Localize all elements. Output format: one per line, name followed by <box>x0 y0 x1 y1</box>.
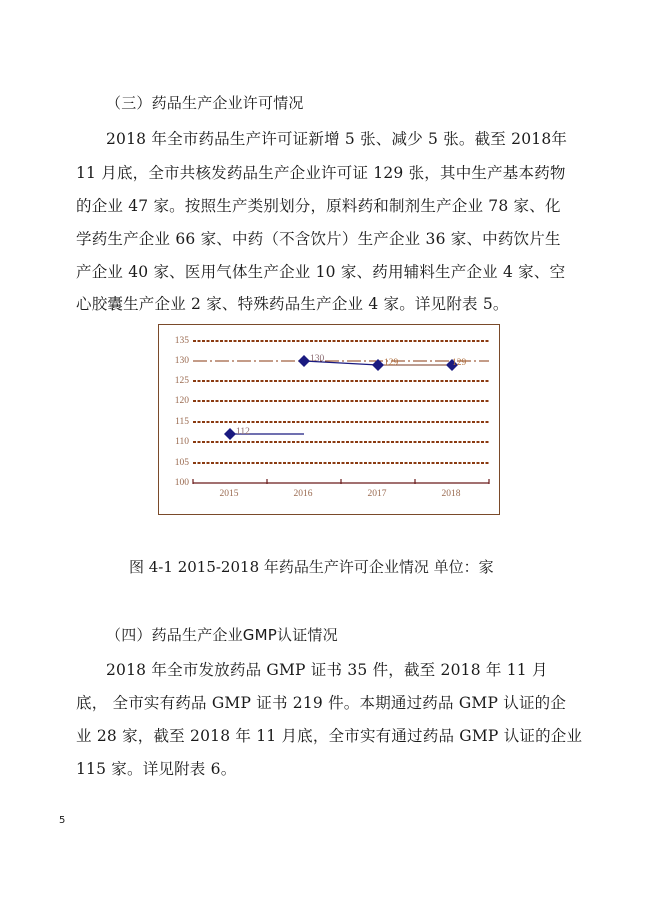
y-tick-label: 125 <box>174 376 189 386</box>
paragraph-line: 学药生产企业 66 家、中药（不含饮片）生产企业 36 家、中药饮片生 <box>76 230 561 248</box>
y-tick-label: 105 <box>174 458 189 468</box>
paragraph-line: 11 月底，全市共核发药品生产企业许可证 129 张，其中生产基本药物 <box>76 164 566 182</box>
y-tick-label: 135 <box>174 336 189 346</box>
x-tick-label: 2018 <box>441 489 461 499</box>
paragraph-line: 115 家。详见附表 6。 <box>76 760 237 778</box>
data-label: 129 <box>384 358 399 368</box>
page-number: 5 <box>59 815 66 826</box>
line-chart <box>158 324 500 515</box>
paragraph-line: 2018 年全市发放药品 GMP 证书 35 件，截至 2018 年 11 月 <box>106 661 548 679</box>
diamond-marker-icon <box>298 355 310 367</box>
x-tick-label: 2016 <box>293 489 313 499</box>
y-tick-label: 120 <box>174 396 189 406</box>
section4-heading: （四）药品生产企业GMP认证情况 <box>106 626 338 644</box>
x-tick-label: 2017 <box>367 489 387 499</box>
paragraph-line: 心胶囊生产企业 2 家、特殊药品生产企业 4 家。详见附表 5。 <box>76 295 509 313</box>
x-tick-label: 2015 <box>219 489 239 499</box>
x-axis <box>193 479 489 484</box>
y-tick-label: 130 <box>174 356 189 366</box>
y-tick-label: 115 <box>175 417 189 427</box>
gridlines <box>193 341 489 463</box>
y-tick-label: 100 <box>174 478 189 488</box>
series-line <box>230 361 378 434</box>
section3-heading: （三）药品生产企业许可情况 <box>106 94 304 112</box>
figure-caption: 图 4-1 2015-2018 年药品生产许可企业情况 单位：家 <box>129 558 494 576</box>
data-label: 112 <box>236 427 250 437</box>
diamond-marker-icon <box>224 428 236 440</box>
paragraph-line: 产企业 40 家、医用气体生产企业 10 家、药用辅料生产企业 4 家、空 <box>76 263 566 281</box>
plot-area <box>158 324 500 515</box>
paragraph-line: 底， 全市实有药品 GMP 证书 219 件。本期通过药品 GMP 认证的企 <box>76 694 567 712</box>
paragraph-line: 2018 年全市药品生产许可证新增 5 张、减少 5 张。截至 2018年 <box>106 130 568 148</box>
data-label: 129 <box>452 358 467 368</box>
paragraph-line: 的企业 47 家。按照生产类别划分，原料药和制剂生产企业 78 家、化 <box>76 197 561 215</box>
y-tick-label: 110 <box>175 437 189 447</box>
paragraph-line: 业 28 家，截至 2018 年 11 月底，全市实有通过药品 GMP 认证的企业 <box>76 727 583 745</box>
data-label: 130 <box>310 354 325 364</box>
